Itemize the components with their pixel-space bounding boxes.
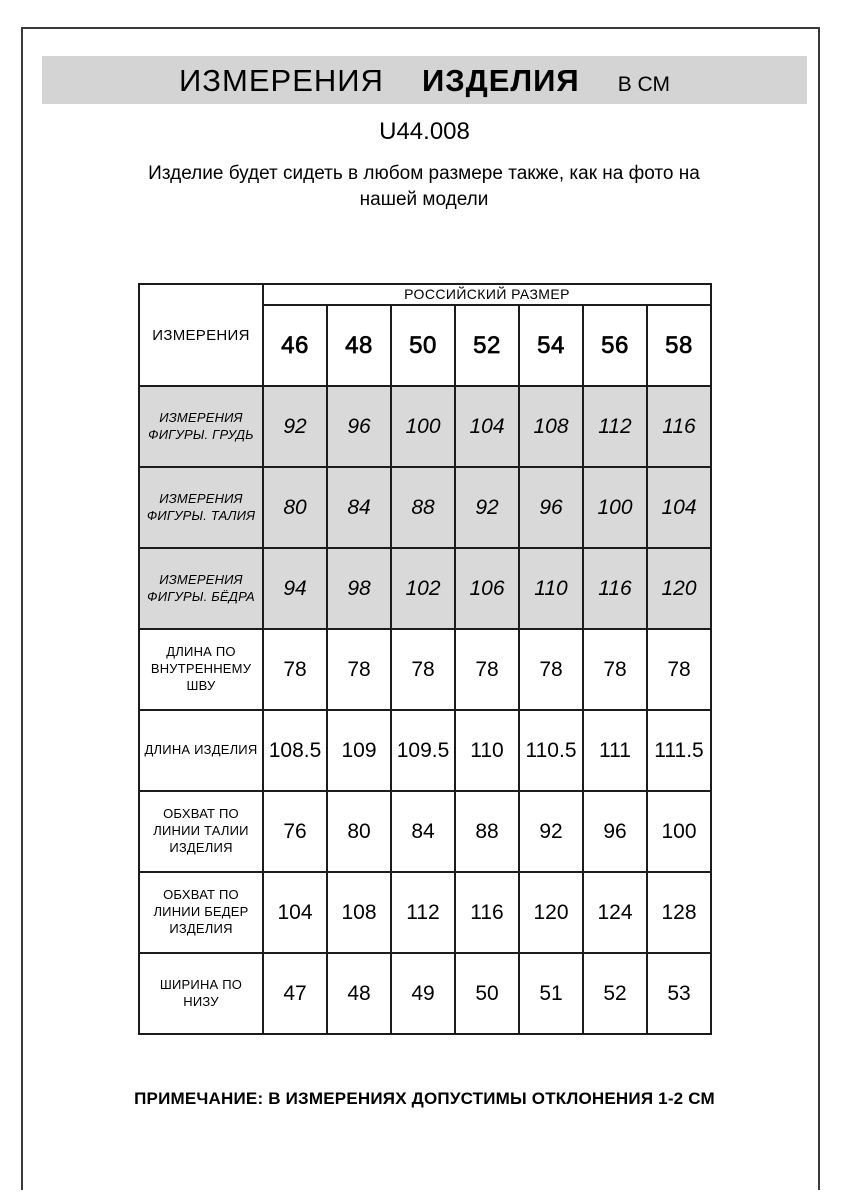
- tolerance-note: ПРИМЕЧАНИЕ: В ИЗМЕРЕНИЯХ ДОПУСТИМЫ ОТКЛОНЕНИЯ 1-2 СМ: [134, 1089, 715, 1108]
- value-cell: 128: [647, 872, 711, 953]
- row-label-cell: ОБХВАТ ПО ЛИНИИ БЕДЕР ИЗДЕЛИЯ: [139, 872, 263, 953]
- value-cell: 116: [455, 872, 519, 953]
- value-cell: 94: [263, 548, 327, 629]
- table-row: [139, 629, 711, 710]
- value-cell: 78: [647, 629, 711, 710]
- value-cell: 110: [455, 710, 519, 791]
- row-label-cell: ИЗМЕРЕНИЯ ФИГУРЫ. ТАЛИЯ: [139, 467, 263, 548]
- value-cell: 120: [519, 872, 583, 953]
- value-cell: 53: [647, 953, 711, 1034]
- value-cell: 124: [583, 872, 647, 953]
- group-header-row: [139, 284, 711, 305]
- table-row: [139, 791, 711, 872]
- russian-size-header-cell: РОССИЙСКИЙ РАЗМЕР: [263, 284, 711, 305]
- table-row: [139, 467, 711, 548]
- value-cell: 80: [327, 791, 391, 872]
- row-label-cell: ДЛИНА ПО ВНУТРЕННЕМУ ШВУ: [139, 629, 263, 710]
- value-cell: 112: [583, 386, 647, 467]
- row-label-cell: ИЗМЕРЕНИЯ ФИГУРЫ. БЁДРА: [139, 548, 263, 629]
- size-header-cell: 54: [519, 305, 583, 386]
- value-cell: 92: [263, 386, 327, 467]
- value-cell: 108: [327, 872, 391, 953]
- value-cell: 51: [519, 953, 583, 1034]
- value-cell: 52: [583, 953, 647, 1034]
- value-cell: 78: [391, 629, 455, 710]
- value-cell: 100: [647, 791, 711, 872]
- value-cell: 88: [391, 467, 455, 548]
- table-row: [139, 953, 711, 1034]
- value-cell: 102: [391, 548, 455, 629]
- value-cell: 47: [263, 953, 327, 1034]
- value-cell: 109.5: [391, 710, 455, 791]
- row-label-cell: ДЛИНА ИЗДЕЛИЯ: [139, 710, 263, 791]
- value-cell: 48: [327, 953, 391, 1034]
- value-cell: 110: [519, 548, 583, 629]
- corner-label-cell: ИЗМЕРЕНИЯ: [139, 284, 263, 386]
- value-cell: 108: [519, 386, 583, 467]
- title-unit: В СМ: [617, 73, 670, 96]
- size-header-cell: 46: [263, 305, 327, 386]
- value-cell: 78: [583, 629, 647, 710]
- value-cell: 109: [327, 710, 391, 791]
- value-cell: 104: [455, 386, 519, 467]
- table-row: [139, 872, 711, 953]
- value-cell: 76: [263, 791, 327, 872]
- row-label-cell: ИЗМЕРЕНИЯ ФИГУРЫ. ГРУДЬ: [139, 386, 263, 467]
- value-cell: 100: [391, 386, 455, 467]
- size-header-cell: 58: [647, 305, 711, 386]
- title-product: ИЗДЕЛИЯ: [421, 63, 580, 98]
- value-cell: 78: [519, 629, 583, 710]
- value-cell: 88: [455, 791, 519, 872]
- value-cell: 112: [391, 872, 455, 953]
- size-chart-table: [138, 283, 712, 1035]
- value-cell: 78: [263, 629, 327, 710]
- size-header-cell: 52: [455, 305, 519, 386]
- value-cell: 92: [455, 467, 519, 548]
- fit-subtitle: Изделие будет сидеть в любом размере также, как на фото на нашей модели: [148, 163, 700, 210]
- value-cell: 106: [455, 548, 519, 629]
- row-label-cell: ОБХВАТ ПО ЛИНИИ ТАЛИИ ИЗДЕЛИЯ: [139, 791, 263, 872]
- value-cell: 96: [519, 467, 583, 548]
- size-header-cell: 56: [583, 305, 647, 386]
- table-row: [139, 548, 711, 629]
- value-cell: 110.5: [519, 710, 583, 791]
- value-cell: 100: [583, 467, 647, 548]
- value-cell: 50: [455, 953, 519, 1034]
- value-cell: 104: [647, 467, 711, 548]
- value-cell: 104: [263, 872, 327, 953]
- value-cell: 98: [327, 548, 391, 629]
- value-cell: 92: [519, 791, 583, 872]
- value-cell: 111: [583, 710, 647, 791]
- value-cell: 116: [647, 386, 711, 467]
- value-cell: 84: [391, 791, 455, 872]
- value-cell: 111.5: [647, 710, 711, 791]
- value-cell: 80: [263, 467, 327, 548]
- title-banner: [42, 56, 807, 104]
- table-row: [139, 386, 711, 467]
- title-measurements: ИЗМЕРЕНИЯ: [179, 63, 384, 98]
- row-label-cell: ШИРИНА ПО НИЗУ: [139, 953, 263, 1034]
- value-cell: 96: [583, 791, 647, 872]
- value-cell: 96: [327, 386, 391, 467]
- value-cell: 78: [327, 629, 391, 710]
- value-cell: 108.5: [263, 710, 327, 791]
- value-cell: 78: [455, 629, 519, 710]
- value-cell: 49: [391, 953, 455, 1034]
- product-code: U44.008: [379, 118, 470, 145]
- value-cell: 120: [647, 548, 711, 629]
- value-cell: 84: [327, 467, 391, 548]
- value-cell: 116: [583, 548, 647, 629]
- table-row: [139, 710, 711, 791]
- size-header-cell: 50: [391, 305, 455, 386]
- size-header-cell: 48: [327, 305, 391, 386]
